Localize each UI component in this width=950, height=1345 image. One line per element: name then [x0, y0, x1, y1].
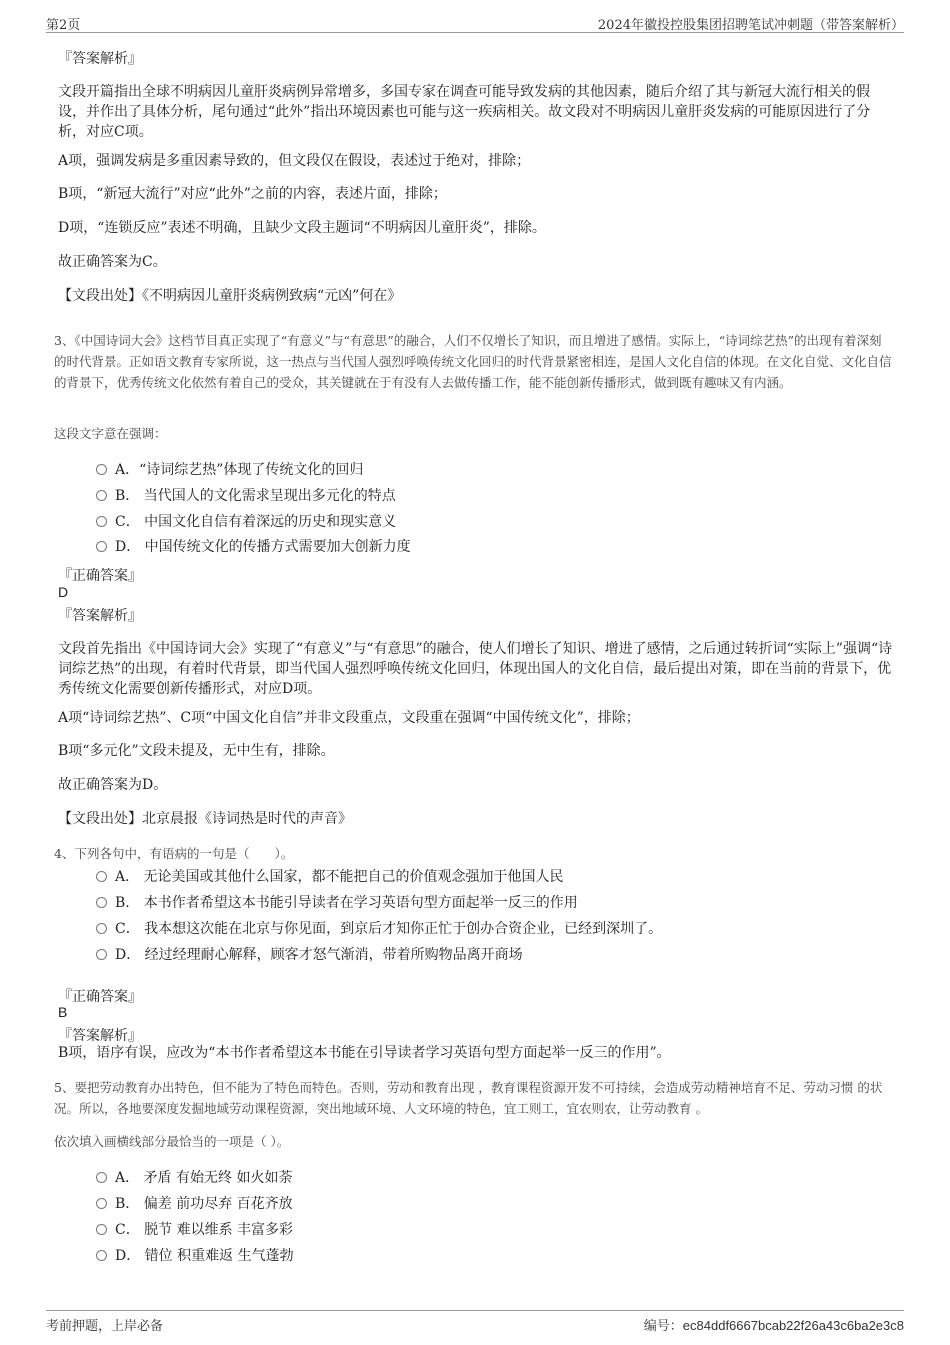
q3-conclusion: 故正确答案为D。 [58, 777, 168, 793]
q3-correct-answer: D [58, 584, 69, 600]
q3-option-ac-note: A项“诗词综艺热”、C项“中国文化自信”并非文段重点，文段重在强调“中国传统文化”，排除； [58, 710, 640, 726]
radio-icon[interactable] [96, 1198, 107, 1209]
page-number: 第2页 [46, 18, 81, 33]
q4-correct-answer: B [58, 1004, 68, 1020]
q3-option-b[interactable]: B． 当代国人的文化需求呈现出多元化的特点 [96, 486, 396, 506]
radio-icon[interactable] [96, 897, 107, 908]
q4-option-a[interactable]: A． 无论美国或其他什么国家，都不能把自己的价值观念强加于他国人民 [96, 867, 564, 887]
q2-analysis-paragraph: 文段开篇指出全球不明病因儿童肝炎病例异常增多，多国专家在调查可能导致发病的其他因素，随后介绍了其与新冠大流行相关的假设，并作出了具体分析，尾句通过“此外”指出环境因素也可能与这一疾病相关。故文段对不明病因儿童肝炎发病的可能原因进行了分析，对应C项。 [58, 84, 871, 140]
radio-icon[interactable] [96, 1250, 107, 1261]
q5-stem: 5、要把劳动教育办出特色，但不能为了特色而特色。否则，劳动和教育出现 ，教育课程资源开发不可持续，会造成劳动精神培育不足、劳动习惯 的状况。所以，各地要深度发掘地域劳动课程资源，突出地域环境、人文环境的特色，宜工则工，宜农则农，让劳动教育 。 [54, 1080, 883, 1116]
q3-option-a[interactable]: A．“诗词综艺热”体现了传统文化的回归 [96, 460, 363, 480]
q5-option-d[interactable]: D． 错位 积重难返 生气蓬勃 [96, 1246, 294, 1266]
q3-analysis-paragraph: 文段首先指出《中国诗词大会》实现了“有意义”与“有意思”的融合，使人们增长了知识、增进了感情，之后通过转折词“实际上”强调“诗词综艺热”的出现，有着时代背景，即当代国人强烈呼唤传统文化回归，体现出国人的文化自信，最后提出对策，即在当前的背景下，优秀传统文化需要创新传播形式，对应D项。 [58, 641, 893, 697]
q2-option-a-note: A项，强调发病是多重因素导致的，但文段仅在假设，表述过于绝对，排除； [58, 153, 531, 169]
q4-stem: 4、下列各句中，有语病的一句是（ ）。 [54, 846, 294, 861]
q4-option-d[interactable]: D． 经过经理耐心解释，顾客才怒气渐消，带着所购物品离开商场 [96, 945, 523, 965]
radio-icon[interactable] [96, 871, 107, 882]
q2-conclusion: 故正确答案为C。 [58, 254, 167, 270]
radio-icon[interactable] [96, 516, 107, 527]
page-footer [46, 1310, 904, 1333]
q5-option-a[interactable]: A． 矛盾 有始无终 如火如荼 [96, 1168, 292, 1188]
q5-option-c[interactable]: C． 脱节 难以维系 丰富多彩 [96, 1220, 293, 1240]
radio-icon[interactable] [96, 923, 107, 934]
radio-icon[interactable] [96, 1224, 107, 1235]
q2-option-d-note: D项，“连锁反应”表述不明确，且缺少文段主题词“不明病因儿童肝炎”，排除。 [58, 220, 546, 236]
q3-correct-title: 『正确答案』 [58, 568, 142, 584]
q5-question: 依次填入画横线部分最恰当的一项是（ ）。 [54, 1134, 290, 1149]
radio-icon[interactable] [96, 949, 107, 960]
q4-option-b[interactable]: B． 本书作者希望这本书能引导读者在学习英语句型方面起举一反三的作用 [96, 893, 578, 913]
q3-option-b-note: B项“多元化”文段未提及，无中生有，排除。 [58, 743, 335, 759]
q3-analysis-title: 『答案解析』 [58, 608, 142, 624]
q2-option-b-note: B项，“新冠大流行”对应“此外”之前的内容，表述片面，排除； [58, 186, 447, 202]
radio-icon[interactable] [96, 490, 107, 501]
q3-option-c[interactable]: C． 中国文化自信有着深远的历史和现实意义 [96, 512, 396, 532]
q3-question: 这段文字意在强调： [54, 426, 167, 441]
q4-option-c[interactable]: C． 我本想这次能在北京与你见面，到京后才知你正忙于创办合资企业，已经到深圳了。 [96, 919, 662, 939]
footer-slogan: 考前押题，上岸必备 [46, 1319, 164, 1334]
q2-analysis-title: 『答案解析』 [58, 51, 142, 67]
radio-icon[interactable] [96, 1172, 107, 1183]
q4-analysis: B项，语序有误，应改为“本书作者希望这本书能在引导读者学习英语句型方面起举一反三的作用”。 [58, 1045, 671, 1061]
radio-icon[interactable] [96, 464, 107, 475]
q5-option-b[interactable]: B． 偏差 前功尽弃 百花齐放 [96, 1194, 293, 1214]
page-header [46, 14, 904, 33]
q3-stem: 3、《中国诗词大会》这档节目真正实现了“有意义”与“有意思”的融合，人们不仅增长了知识，而且增进了感情。实际上，“诗词综艺热”的出现有着深刻的时代背景。正如语文教育专家所说，这一热点与当代国人强烈呼唤传统文化回归的时代背景紧密相连，是国人文化自信的体现。在文化自觉、文化自信的背景下，优秀传统文化依然有着自己的受众，其关键就在于有没有人去做传播工作，能不能创新传播形式，做到既有趣味又有内涵。 [54, 333, 892, 390]
q4-analysis-title: 『答案解析』 [58, 1028, 142, 1044]
radio-icon[interactable] [96, 541, 107, 552]
q3-option-d[interactable]: D． 中国传统文化的传播方式需要加大创新力度 [96, 537, 411, 557]
q4-correct-title: 『正确答案』 [58, 989, 142, 1005]
document-code: 编号：ec84ddf6667bcab22f26a43c6ba2e3c8 [643, 1318, 904, 1334]
q2-source: 【文段出处】《不明病因儿童肝炎病例致病“元凶”何在》 [58, 288, 402, 304]
q3-source: 【文段出处】北京晨报《诗词热是时代的声音》 [58, 811, 352, 827]
document-title: 2024年徽投控股集团招聘笔试冲刺题（带答案解析） [597, 18, 904, 33]
